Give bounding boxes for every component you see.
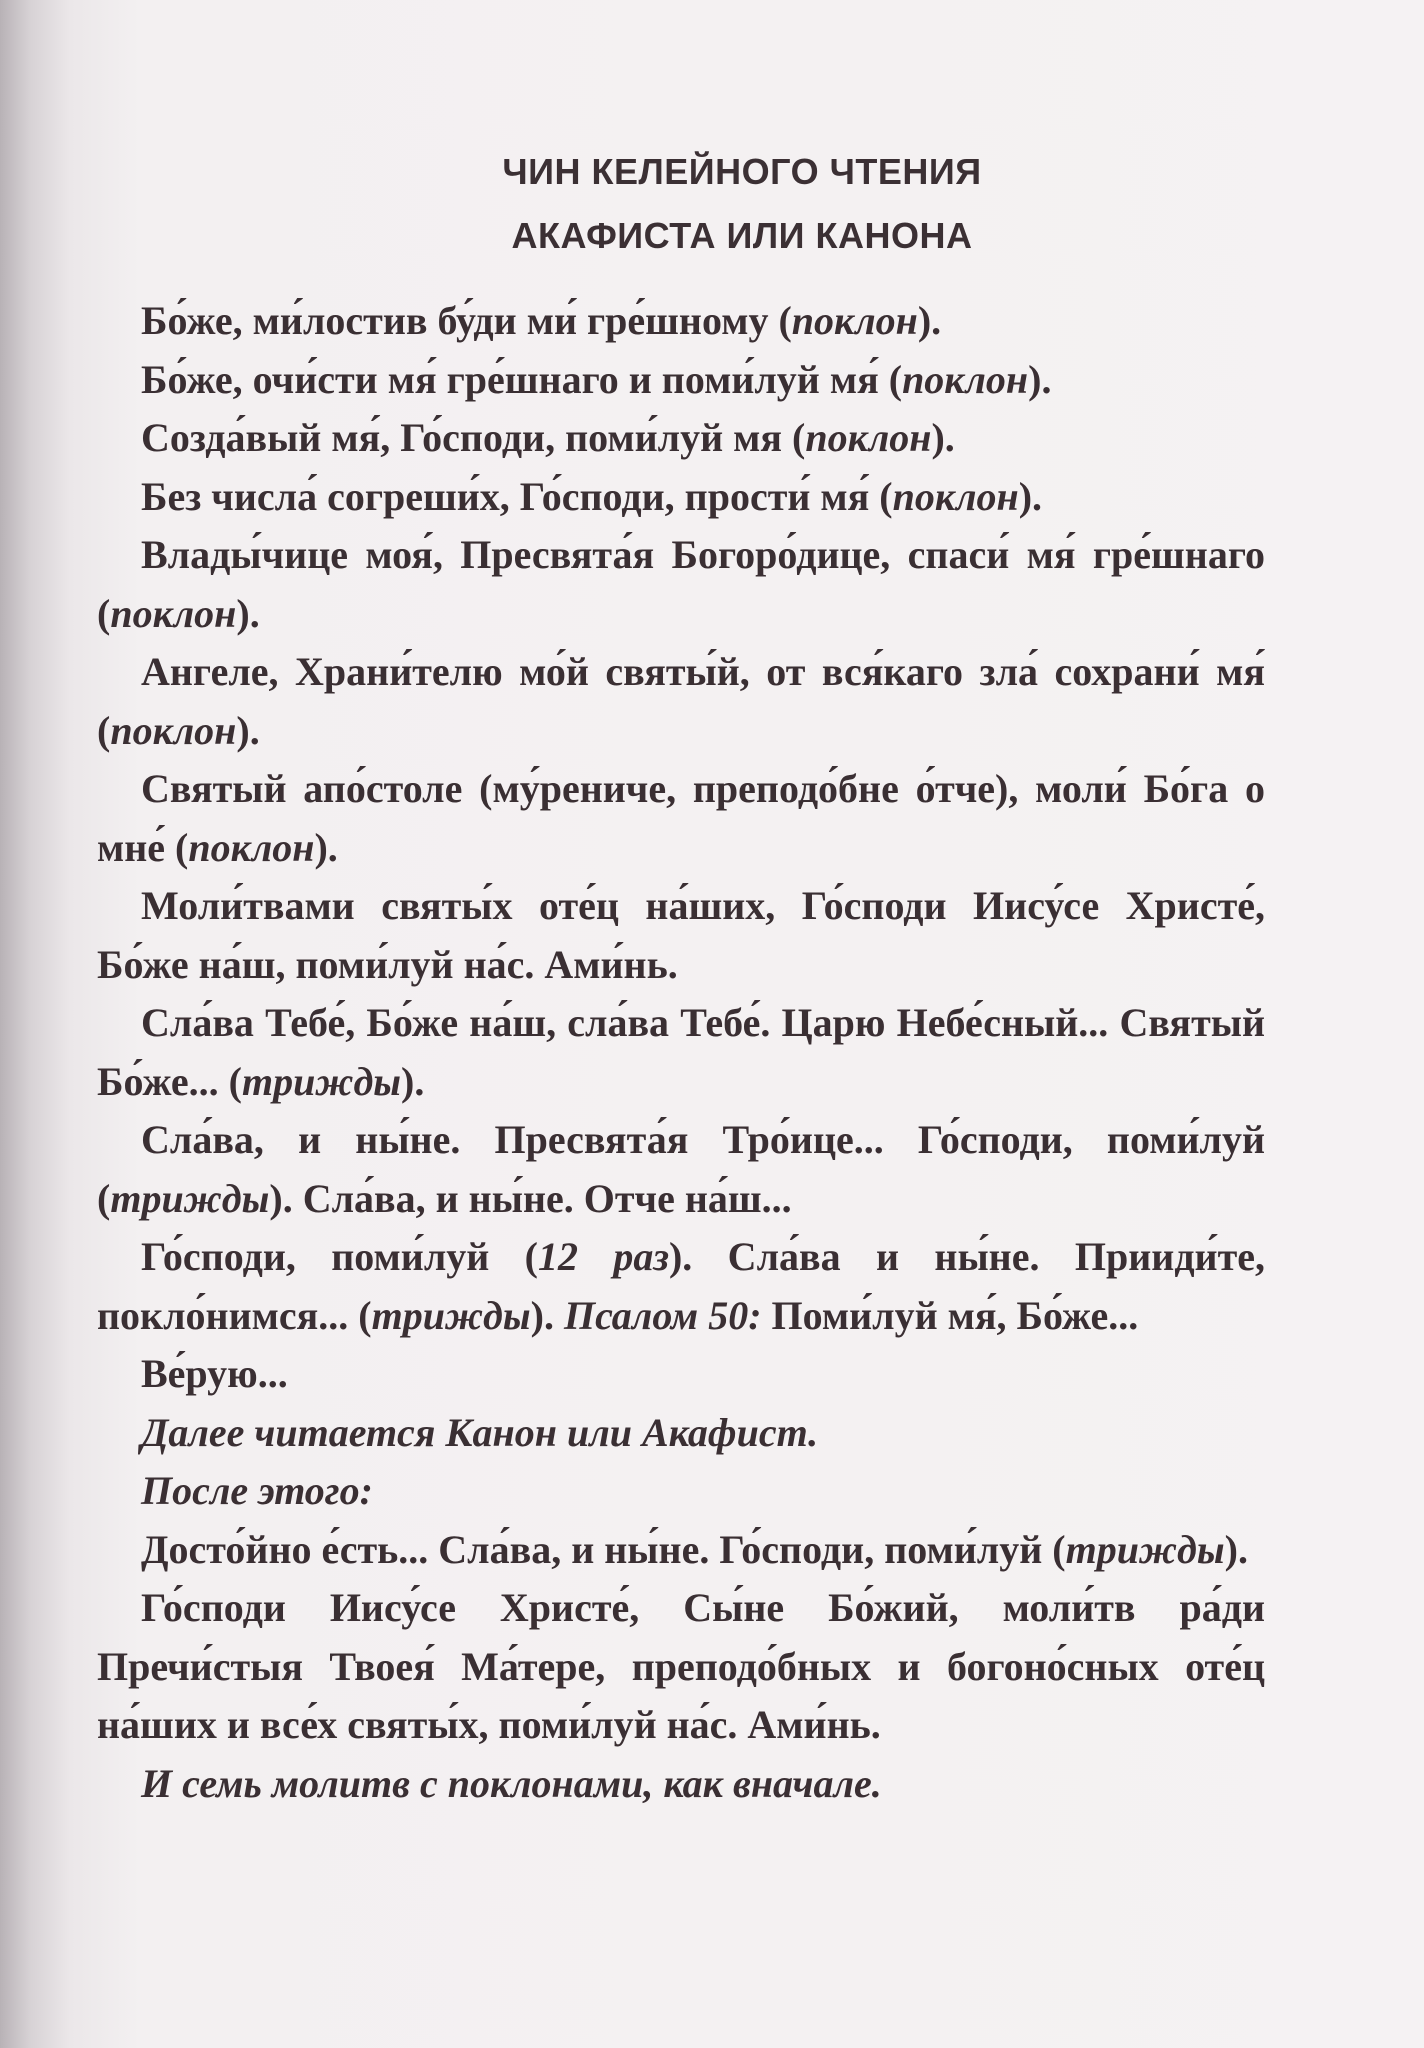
text-run: ). (236, 707, 260, 753)
text-run: Созда́вый мя́, Го́споди, поми́луй мя ( (141, 415, 806, 460)
text-run: ). (1018, 473, 1043, 519)
prayer-paragraph (97, 1755, 1265, 1814)
text-run: ). (314, 824, 338, 870)
italic-text: поклон (791, 298, 918, 343)
italic-text: поклон (188, 824, 315, 870)
text-run: ). Сла́ва и ны́не. Прииди́те, покло́нимся... ( (97, 1234, 1265, 1338)
text-run: Ангеле, Храни́телю мо́й святы́й, от вся́каго зла́ сохрани́ мя́ ( (97, 649, 1265, 753)
prayer-paragraph (97, 1579, 1265, 1755)
prayer-paragraph (97, 1404, 1265, 1463)
prayer-paragraph (97, 760, 1265, 877)
text-run: ). (530, 1292, 564, 1338)
prayer-paragraph (97, 877, 1265, 994)
italic-text: трижды (371, 1292, 531, 1338)
italic-text: поклон (805, 415, 932, 460)
prayer-paragraph (97, 1345, 1265, 1404)
italic-text: трижды (110, 1175, 270, 1221)
prayer-paragraph (97, 1111, 1265, 1228)
italic-text: 12 раз (538, 1234, 669, 1279)
italic-text: И семь молитв с поклонами, как вначале. (141, 1760, 882, 1806)
italic-text: После этого: (141, 1468, 373, 1513)
text-run: Бо́же, очи́сти мя́ гре́шнаго и поми́луй мя́ ( (141, 356, 903, 402)
heading-line-2: АКАФИСТА ИЛИ КАНОНА (511, 215, 973, 256)
text-run: Поми́луй мя́, Бо́же... (761, 1292, 1139, 1338)
text-run: ). (1224, 1526, 1248, 1572)
prayer-paragraph (97, 526, 1265, 643)
text-run: ). (236, 590, 260, 636)
italic-text: трижды (242, 1058, 402, 1104)
italic-text: поклон (892, 473, 1019, 519)
prayer-paragraph (97, 643, 1265, 760)
heading-line-1: ЧИН КЕЛЕЙНОГО ЧТЕНИЯ (502, 151, 982, 192)
text-run: ). Сла́ва, и ны́не. Отче на́ш... (269, 1175, 792, 1221)
text-run: Без числа́ согреши́х, Го́споди, прости́ мя́ ( (141, 473, 893, 519)
italic-text: Псалом 50: (563, 1292, 762, 1338)
prayer-paragraph (97, 994, 1265, 1111)
text-run: Сла́ва Тебе́, Бо́же на́ш, сла́ва Тебе́. Царю Небе́сный... Святый Бо́же... ( (97, 1000, 1265, 1104)
text-run: Досто́йно е́сть... Сла́ва, и ны́не. Го́споди, поми́луй ( (141, 1526, 1066, 1572)
text-run: Влады́чице моя́, Пресвята́я Богоро́дице, спаси́ мя́ гре́шнаго ( (97, 532, 1265, 636)
prayer-paragraph (97, 1462, 1265, 1521)
italic-text: Далее читается Канон или Акафист. (141, 1409, 819, 1455)
text-run: Сла́ва, и ны́не. Пресвята́я Тро́ице... Го́споди, поми́луй ( (97, 1117, 1265, 1221)
text-run: Го́споди, поми́луй ( (141, 1234, 538, 1279)
text-run: Святый апо́столе (му́рениче, преподо́бне о́тче), моли́ Бо́га о мне́ ( (97, 766, 1265, 870)
text-run: ). (1028, 356, 1052, 402)
italic-text: поклон (110, 707, 237, 753)
text-run: ). (931, 415, 955, 460)
italic-text: поклон (902, 356, 1029, 402)
text-run: ). (401, 1058, 425, 1104)
page-heading (0, 140, 1424, 268)
prayer-paragraph (97, 468, 1265, 527)
prayer-paragraph (97, 1521, 1265, 1580)
prayer-paragraph (97, 1228, 1265, 1345)
prayer-paragraph (97, 292, 1265, 351)
text-run: ). (917, 298, 942, 343)
prayer-paragraph (97, 351, 1265, 410)
prayer-text (97, 292, 1265, 1813)
text-run: Ве́рую... (141, 1351, 288, 1396)
italic-text: трижды (1065, 1526, 1225, 1572)
text-run: Моли́твами святы́х оте́ц на́ших, Го́споди Иису́се Христе́, Бо́же на́ш, поми́луй на́с. Ами́нь. (97, 883, 1265, 987)
italic-text: поклон (110, 590, 237, 636)
prayer-paragraph (97, 409, 1265, 468)
text-run: Бо́же, ми́лостив бу́ди ми́ гре́шному ( (141, 298, 792, 343)
text-run: Го́споди Иису́се Христе́, Сы́не Бо́жий, моли́тв ра́ди Пречи́стыя Твоея́ Ма́тере, преподо́бных и богоно́сных оте́ц на́ших и все́х святы́х, поми́луй на́с. Ами́нь. (97, 1585, 1265, 1747)
